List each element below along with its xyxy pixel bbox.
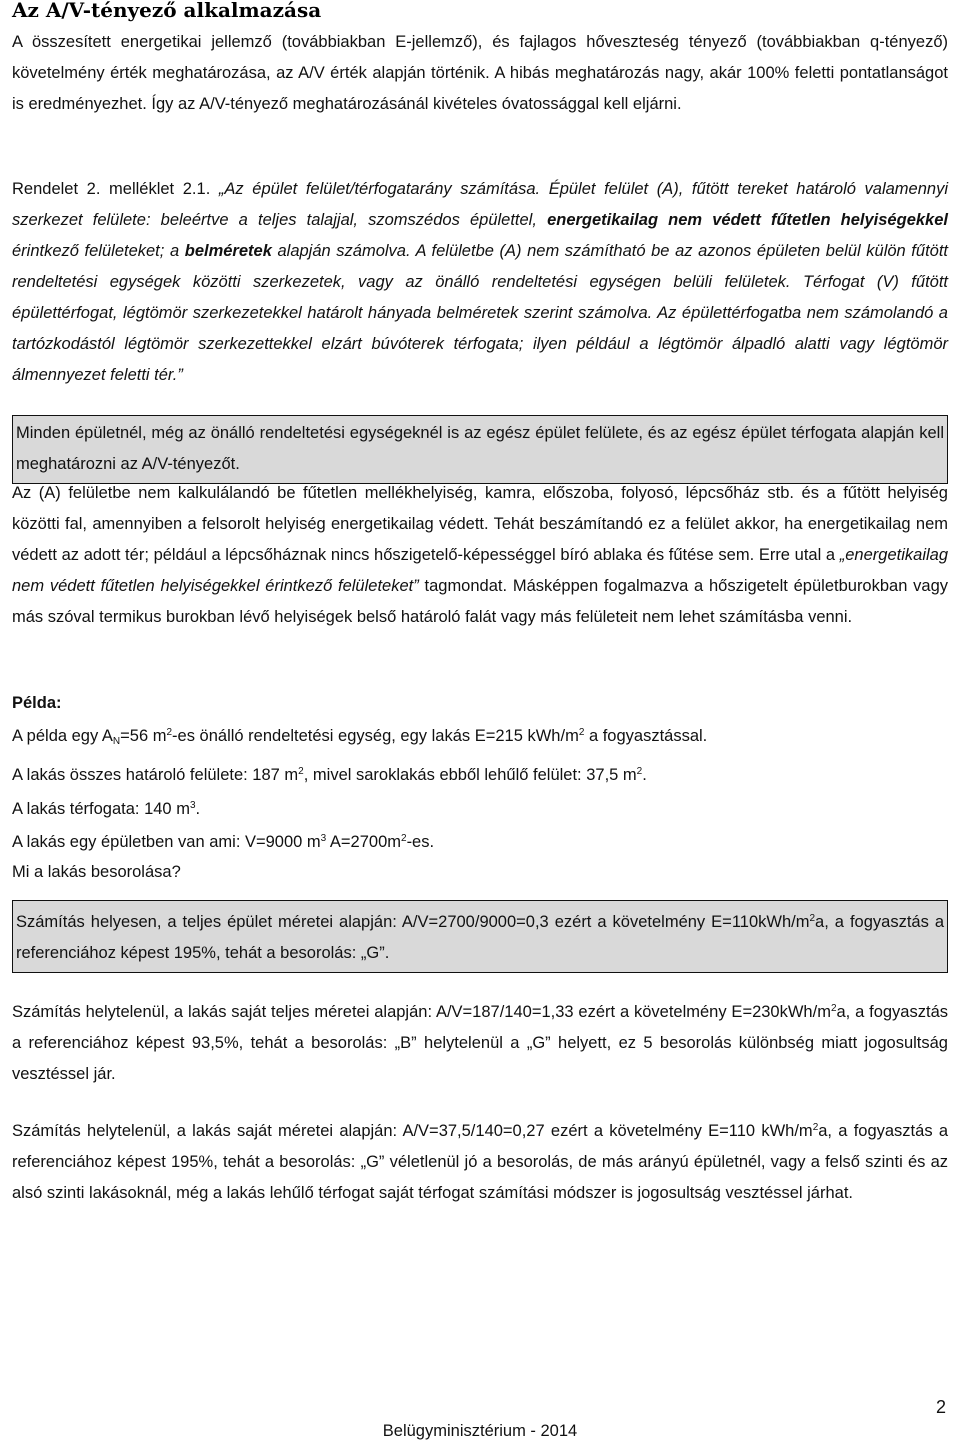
example-line-2: A lakás összes határoló felülete: 187 $m^2$, mivel saroklakás ebből lehűlő felület: 37,5 $m^2$. bbox=[12, 766, 647, 785]
calc-wrong-1 bbox=[12, 993, 948, 1090]
calc-wrong-1-text: Számítás helytelenül, a lakás saját teljes méretei alapján: A/V=187/140=1,33 ezért a követelmény $E=230kWh/m^2a$, a fogyasztás a referenciához képest 93,5%, tehát a besorolás: „B” helytelenül a „G” helyett, ez 5 besorolás különbség miatt jogosultság vesztéssel jár. bbox=[12, 1003, 948, 1083]
page-number: 2 bbox=[935, 1397, 946, 1417]
intro-text: A összesített energetikai jellemző (továbbiakban E-jellemző), és fajlagos hőveszteség tényező (továbbiakban q-tényező) követelmény érték meghatározása, az A/V érték alapján történik. A hibás meghatározás nagy, akár 100% feletti pontatlanságot is eredményezhet. Így az A/V-tényező meghatározásánál kivételes óvatossággal kell eljárni. bbox=[12, 33, 948, 113]
highlight-box bbox=[12, 415, 948, 484]
example-line-4: A lakás egy épületben van ami: V=9000 $m^3$ $A=2700m^2-es$. bbox=[12, 832, 435, 851]
example-label: Példa: bbox=[12, 694, 62, 712]
page-title: Az A/V-tényező alkalmazása bbox=[12, 0, 322, 22]
highlight-text: Minden épületnél, még az önálló rendeltetési egységeknél is az egész épület felülete, és az egész épület térfogata alapján kell meghatározni az A/V-tényezőt. bbox=[16, 424, 944, 473]
calc-wrong-2 bbox=[12, 1112, 948, 1209]
exclusion-text-2: tagmondat. Másképpen fogalmazva a hőszigetelt épületburokban vagy más szóval termikus burokban lévő helyiségek belső határoló falát vagy más felületeit nem lehet számításba venni. bbox=[12, 577, 949, 626]
example-line-3: A lakás térfogata: 140 $m^3$. bbox=[12, 799, 201, 818]
calc-wrong-2-text: Számítás helytelenül, a lakás saját méretei alapján: A/V=37,5/140=0,27 ezért a követelmény E=110 kWh/$m^2a$, a fogyasztás a referenciához képest 195%, tehát a besorolás: „G” véletlenül jó a besorolás, de más arányú épületnél, vagy a felső szinti és az alsó szinti lakásoknál, még a lakás lehűlő térfogat saját térfogat számítási módszer is jogosultság vesztéssel járhat. bbox=[12, 1122, 948, 1202]
intro-paragraph bbox=[12, 27, 948, 120]
exclusion-text bbox=[12, 478, 948, 633]
decree-text bbox=[12, 174, 948, 391]
calc-correct-text: Számítás helyesen, a teljes épület méretei alapján: A/V=2700/9000=0,3 ezért a követelmény $E=110kWh/m^2a$, a fogyasztás a referenciához képest 195%, tehát a besorolás: „G”. bbox=[16, 913, 945, 962]
decree-bold-1: energetikailag nem védett fűtetlen helyiségekkel bbox=[547, 211, 948, 229]
example-question: Mi a lakás besorolása? bbox=[12, 863, 181, 882]
decree-paragraph bbox=[12, 174, 948, 391]
example-section bbox=[12, 688, 948, 887]
decree-heading: „Az épület felület/térfogatarány számítása. bbox=[218, 180, 541, 198]
decree-text-2: érintkező felületeket; a bbox=[12, 242, 185, 260]
decree-text-3: alapján számolva. A felületbe (A) nem számítható be az azonos épületen belül külön fűtött rendeltetési egységek közötti szerkezetek, vagy az önálló rendeltetési egységen belüli felületek. Térfogat (V) fűtött épülettérfogat, légtömör szerkezetekkel határolt hányada belméretek szerint számolva. Az épülettérfogatba nem számolandó a tartózkodástól légtömör szerkezettekkel elzárt búvóterek térfogata; ilyen például a légtömör álpadló alatti vagy légtömör álmennyezet feletti tér.” bbox=[12, 242, 948, 384]
decree-bold-2: belméretek bbox=[184, 242, 272, 260]
exclusion-text-1: Az (A) felületbe nem kalkulálandó be fűtetlen mellékhelyiség, kamra, előszoba, folyosó, lépcsőház stb. és a fűtött helyiség közötti fal, amennyiben a felsorolt helyiség energetikailag védett. Tehát beszámítandó ez a felület akkor, ha energetikailag nem védett az adott tér; például a lépcsőháznak nincs hőszigetelő-képességgel bíró ablaka és fűtése sem. Erre utal a bbox=[12, 484, 948, 564]
decree-text-1: Épület felület (A), fűtött tereket határoló valamennyi szerkezet felülete: beleértve a teljes talajjal, szomszédos épülettel, bbox=[12, 180, 948, 229]
footer: Belügyminisztérium - 2014 bbox=[382, 1422, 578, 1440]
exclusion-quote: „energetikailag nem védett fűtetlen helyiségekkel érintkező felületeket” bbox=[12, 546, 948, 595]
calc-correct-box bbox=[12, 900, 948, 973]
example-line-1: A példa egy $A_N=56$ $m^2-es$ önálló rendeltetési egység, egy lakás E=215 kWh/$m^2$ a fogyasztással. bbox=[12, 727, 708, 748]
exclusion-paragraph bbox=[12, 478, 948, 633]
decree-ref: Rendelet 2. melléklet 2.1. bbox=[12, 180, 211, 198]
